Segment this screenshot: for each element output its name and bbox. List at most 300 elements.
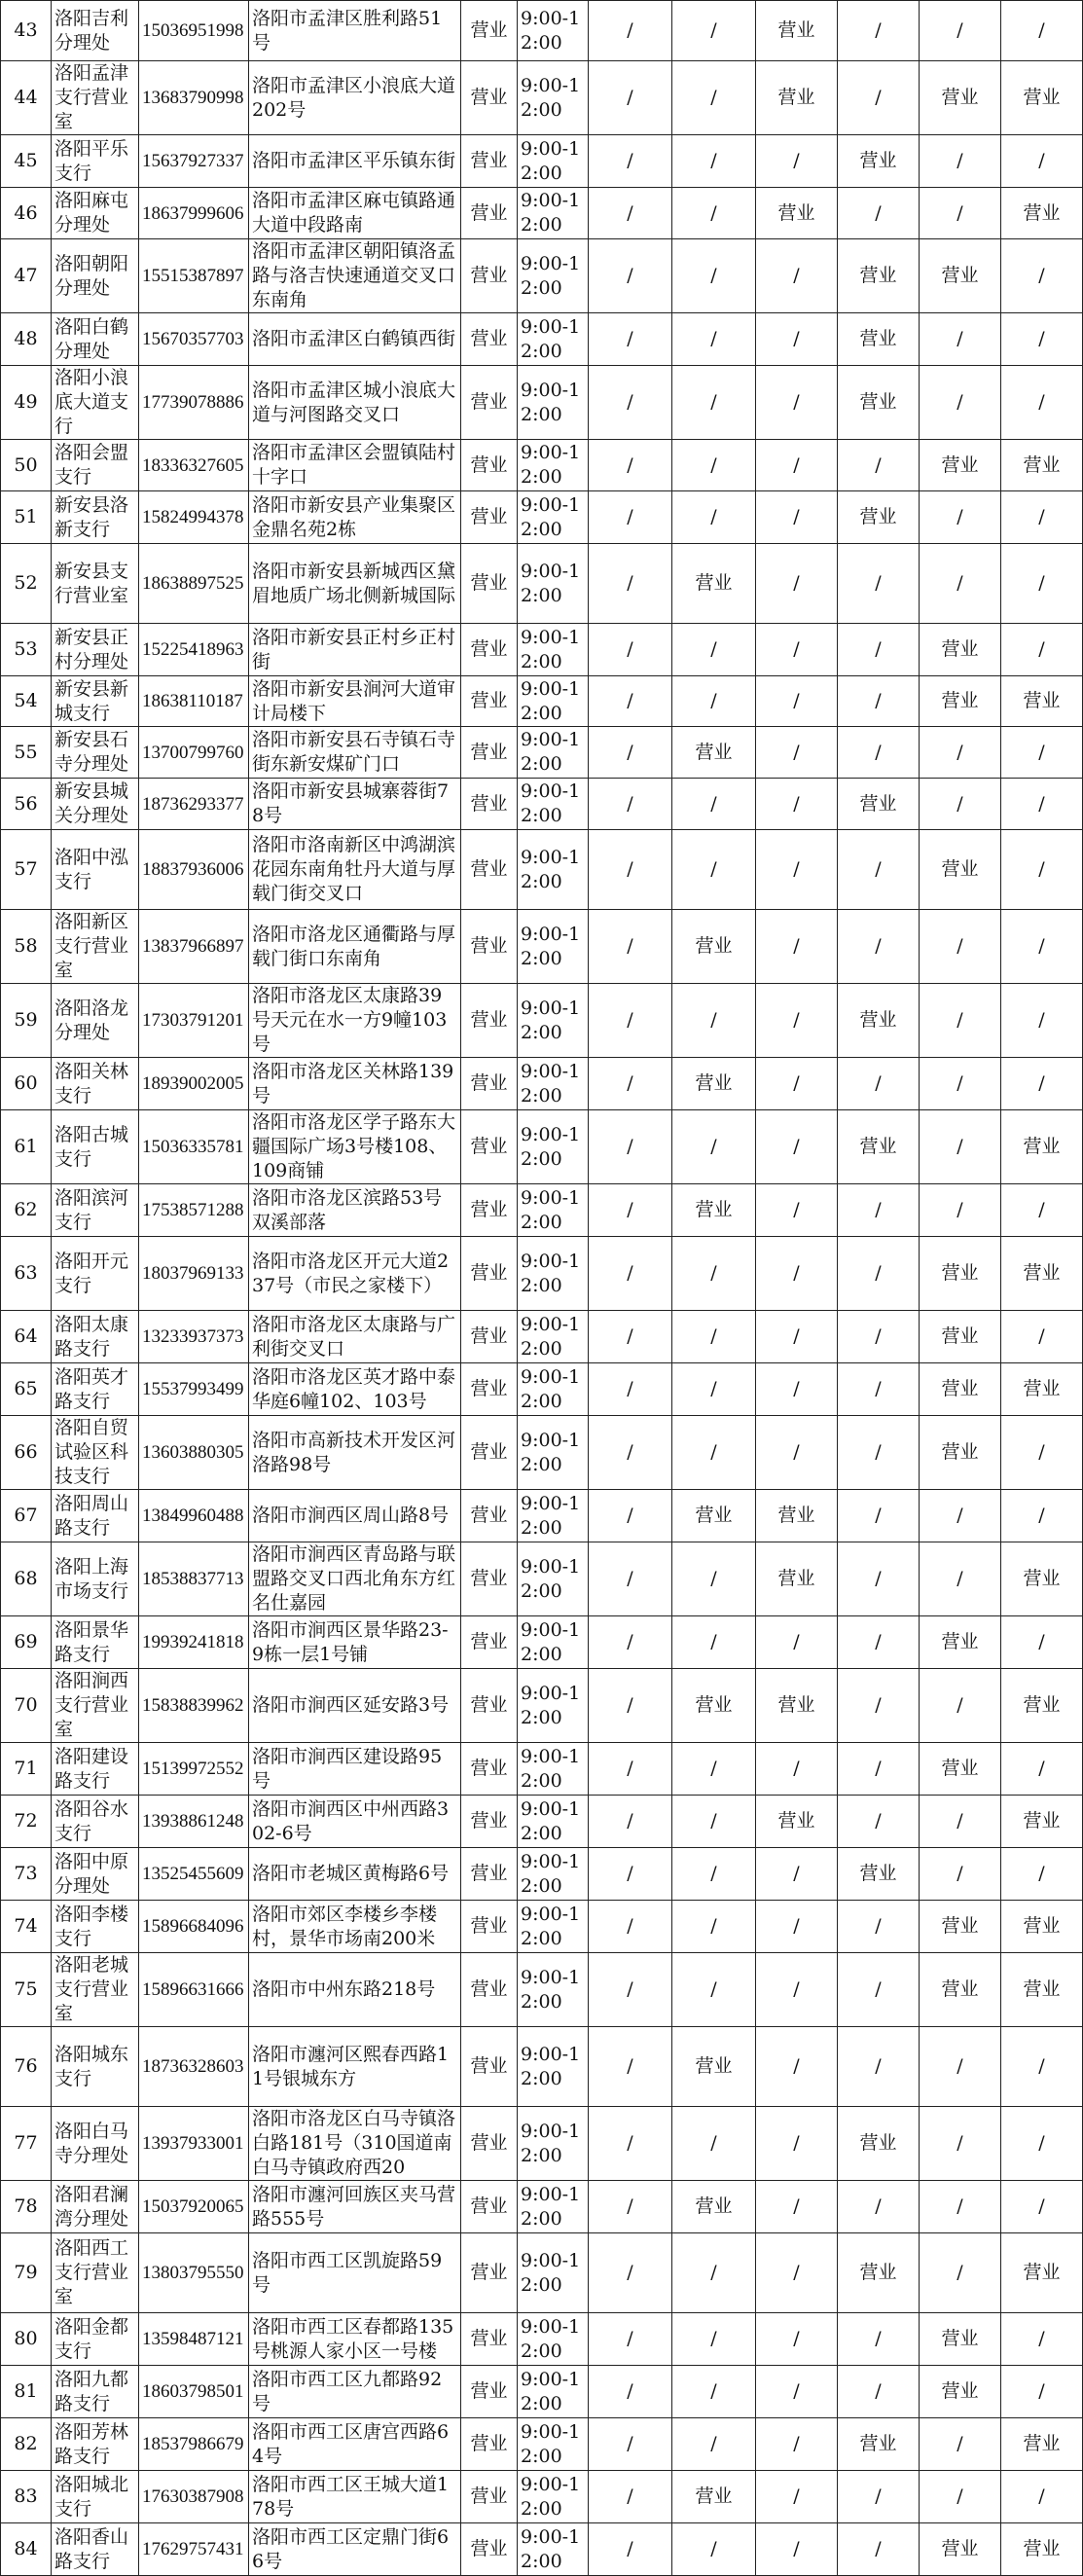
day-4-status: /	[838, 1, 920, 61]
branch-name: 洛阳朝阳分理处	[52, 239, 139, 313]
address: 洛阳市洛龙区关林路139号	[249, 1058, 461, 1110]
day-5-status: 营业	[920, 624, 1001, 676]
row-number: 68	[1, 1542, 52, 1616]
branch-name: 新安县支行营业室	[52, 544, 139, 624]
row-number: 73	[1, 1848, 52, 1901]
day-6-status: /	[1001, 2107, 1083, 2181]
day-5-status: /	[920, 1184, 1001, 1237]
business-status: 营业	[461, 910, 518, 984]
business-status: 营业	[461, 1237, 518, 1311]
branch-name: 洛阳周山路支行	[52, 1490, 139, 1542]
day-2-status: /	[672, 1901, 756, 1953]
table-row	[1, 727, 1083, 779]
day-3-status: /	[756, 830, 838, 910]
day-3-status: /	[756, 2313, 838, 2366]
day-3-status: /	[756, 1743, 838, 1796]
phone-number: 13803795550	[139, 2233, 249, 2313]
day-3-status: 营业	[756, 1490, 838, 1542]
table-row	[1, 2471, 1083, 2523]
day-6-status: /	[1001, 135, 1083, 188]
branch-name: 洛阳谷水支行	[52, 1796, 139, 1848]
day-5-status: 营业	[920, 1416, 1001, 1490]
day-3-status: /	[756, 2523, 838, 2576]
business-status: 营业	[461, 1311, 518, 1363]
day-5-status: 营业	[920, 1237, 1001, 1311]
address: 洛阳市洛龙区白马寺镇洛白路181号（310国道南白马寺镇政府西20	[249, 2107, 461, 2181]
day-1-status: /	[589, 1669, 672, 1743]
day-2-status: /	[672, 2523, 756, 2576]
day-5-status: 营业	[920, 1901, 1001, 1953]
day-5-status: /	[920, 2233, 1001, 2313]
day-1-status: /	[589, 135, 672, 188]
day-2-status: 营业	[672, 1058, 756, 1110]
day-2-status: /	[672, 1416, 756, 1490]
day-5-status: /	[920, 910, 1001, 984]
business-hours: 9:00-12:00	[518, 1669, 589, 1743]
day-1-status: /	[589, 491, 672, 544]
day-1-status: /	[589, 984, 672, 1058]
day-5-status: /	[920, 2107, 1001, 2181]
business-status: 营业	[461, 544, 518, 624]
day-6-status: /	[1001, 1616, 1083, 1669]
day-2-status: /	[672, 1363, 756, 1416]
table-row	[1, 1796, 1083, 1848]
address: 洛阳市高新技术开发区河洛路98号	[249, 1416, 461, 1490]
row-number: 81	[1, 2366, 52, 2418]
day-1-status: /	[589, 61, 672, 135]
day-3-status: /	[756, 676, 838, 727]
business-hours: 9:00-12:00	[518, 1616, 589, 1669]
business-hours: 9:00-12:00	[518, 830, 589, 910]
day-4-status: /	[838, 1416, 920, 1490]
address: 洛阳市洛龙区太康路与广利街交叉口	[249, 1311, 461, 1363]
address: 洛阳市孟津区白鹤镇西街	[249, 313, 461, 366]
address: 洛阳市孟津区小浪底大道202号	[249, 61, 461, 135]
day-1-status: /	[589, 1416, 672, 1490]
table-row	[1, 676, 1083, 727]
day-2-status: /	[672, 2366, 756, 2418]
day-3-status: /	[756, 1848, 838, 1901]
business-hours: 9:00-12:00	[518, 1184, 589, 1237]
day-2-status: /	[672, 1743, 756, 1796]
address: 洛阳市孟津区麻屯镇路通大道中段路南	[249, 188, 461, 239]
day-6-status: 营业	[1001, 1669, 1083, 1743]
day-3-status: /	[756, 491, 838, 544]
phone-number: 18603798501	[139, 2366, 249, 2418]
day-3-status: /	[756, 1184, 838, 1237]
address: 洛阳市瀍河区熙春西路11号银城东方	[249, 2027, 461, 2107]
day-3-status: /	[756, 624, 838, 676]
address: 洛阳市涧西区延安路3号	[249, 1669, 461, 1743]
business-status: 营业	[461, 984, 518, 1058]
day-6-status: /	[1001, 366, 1083, 440]
day-4-status: 营业	[838, 135, 920, 188]
row-number: 76	[1, 2027, 52, 2107]
day-4-status: 营业	[838, 313, 920, 366]
day-6-status: /	[1001, 1184, 1083, 1237]
day-5-status: 营业	[920, 440, 1001, 491]
day-4-status: /	[838, 2366, 920, 2418]
day-3-status: 营业	[756, 1669, 838, 1743]
day-3-status: /	[756, 2027, 838, 2107]
phone-number: 15515387897	[139, 239, 249, 313]
day-6-status: /	[1001, 1490, 1083, 1542]
business-status: 营业	[461, 2181, 518, 2233]
day-1-status: /	[589, 544, 672, 624]
day-2-status: /	[672, 135, 756, 188]
day-5-status: /	[920, 491, 1001, 544]
day-4-status: /	[838, 676, 920, 727]
day-6-status: 营业	[1001, 2233, 1083, 2313]
day-3-status: /	[756, 1953, 838, 2027]
business-hours: 9:00-12:00	[518, 440, 589, 491]
day-5-status: /	[920, 1848, 1001, 1901]
row-number: 44	[1, 61, 52, 135]
day-6-status: /	[1001, 727, 1083, 779]
branch-name: 洛阳孟津支行营业室	[52, 61, 139, 135]
business-status: 营业	[461, 491, 518, 544]
business-hours: 9:00-12:00	[518, 727, 589, 779]
business-status: 营业	[461, 1669, 518, 1743]
day-2-status: /	[672, 1953, 756, 2027]
table-row	[1, 491, 1083, 544]
day-5-status: /	[920, 2181, 1001, 2233]
address: 洛阳市西工区九都路92号	[249, 2366, 461, 2418]
table-row	[1, 1490, 1083, 1542]
day-5-status: /	[920, 1058, 1001, 1110]
business-status: 营业	[461, 2471, 518, 2523]
address: 洛阳市西工区定鼎门街66号	[249, 2523, 461, 2576]
row-number: 49	[1, 366, 52, 440]
branch-name: 洛阳滨河支行	[52, 1184, 139, 1237]
branch-name: 新安县城关分理处	[52, 779, 139, 830]
phone-number: 17739078886	[139, 366, 249, 440]
day-4-status: /	[838, 2523, 920, 2576]
day-5-status: /	[920, 984, 1001, 1058]
business-status: 营业	[461, 440, 518, 491]
day-6-status: /	[1001, 2471, 1083, 2523]
business-hours: 9:00-12:00	[518, 188, 589, 239]
business-status: 营业	[461, 1953, 518, 2027]
day-6-status: /	[1001, 2181, 1083, 2233]
day-1-status: /	[589, 1110, 672, 1184]
day-6-status: /	[1001, 1848, 1083, 1901]
day-6-status: /	[1001, 984, 1083, 1058]
day-1-status: /	[589, 2027, 672, 2107]
day-3-status: /	[756, 2233, 838, 2313]
phone-number: 13603880305	[139, 1416, 249, 1490]
branch-name: 洛阳九都路支行	[52, 2366, 139, 2418]
branch-name: 新安县正村分理处	[52, 624, 139, 676]
day-4-status: /	[838, 1669, 920, 1743]
business-status: 营业	[461, 313, 518, 366]
phone-number: 15036951998	[139, 1, 249, 61]
branch-name: 洛阳会盟支行	[52, 440, 139, 491]
table-row	[1, 1058, 1083, 1110]
day-2-status: /	[672, 984, 756, 1058]
day-2-status: /	[672, 1110, 756, 1184]
business-status: 营业	[461, 2366, 518, 2418]
day-6-status: /	[1001, 1058, 1083, 1110]
day-2-status: /	[672, 1, 756, 61]
day-2-status: 营业	[672, 2471, 756, 2523]
table-row	[1, 188, 1083, 239]
day-4-status: /	[838, 830, 920, 910]
day-6-status: /	[1001, 830, 1083, 910]
day-5-status: /	[920, 2418, 1001, 2471]
business-hours: 9:00-12:00	[518, 1542, 589, 1616]
day-5-status: /	[920, 727, 1001, 779]
day-3-status: /	[756, 984, 838, 1058]
table-row	[1, 1616, 1083, 1669]
phone-number: 15896684096	[139, 1901, 249, 1953]
branch-name: 洛阳城东支行	[52, 2027, 139, 2107]
address: 洛阳市洛南新区中鸿湖滨花园东南角牡丹大道与厚载门街交叉口	[249, 830, 461, 910]
phone-number: 18336327605	[139, 440, 249, 491]
business-status: 营业	[461, 1796, 518, 1848]
day-5-status: /	[920, 1669, 1001, 1743]
row-number: 61	[1, 1110, 52, 1184]
day-6-status: 营业	[1001, 440, 1083, 491]
business-hours: 9:00-12:00	[518, 61, 589, 135]
day-5-status: /	[920, 779, 1001, 830]
branch-name: 洛阳英才路支行	[52, 1363, 139, 1416]
day-1-status: /	[589, 366, 672, 440]
day-2-status: 营业	[672, 2181, 756, 2233]
table-row	[1, 1363, 1083, 1416]
day-5-status: 营业	[920, 1616, 1001, 1669]
phone-number: 18538837713	[139, 1542, 249, 1616]
row-number: 64	[1, 1311, 52, 1363]
day-3-status: /	[756, 1058, 838, 1110]
business-status: 营业	[461, 1416, 518, 1490]
day-3-status: /	[756, 1616, 838, 1669]
row-number: 63	[1, 1237, 52, 1311]
business-hours: 9:00-12:00	[518, 1901, 589, 1953]
day-2-status: 营业	[672, 2027, 756, 2107]
day-5-status: 营业	[920, 2523, 1001, 2576]
business-hours: 9:00-12:00	[518, 984, 589, 1058]
address: 洛阳市老城区黄梅路6号	[249, 1848, 461, 1901]
row-number: 79	[1, 2233, 52, 2313]
table-row	[1, 313, 1083, 366]
day-2-status: /	[672, 1848, 756, 1901]
day-2-status: /	[672, 1542, 756, 1616]
day-1-status: /	[589, 830, 672, 910]
day-3-status: /	[756, 1237, 838, 1311]
day-6-status: 营业	[1001, 2523, 1083, 2576]
day-1-status: /	[589, 1490, 672, 1542]
day-5-status: 营业	[920, 1311, 1001, 1363]
day-6-status: /	[1001, 313, 1083, 366]
day-5-status: 营业	[920, 1743, 1001, 1796]
phone-number: 18939002005	[139, 1058, 249, 1110]
table-row	[1, 2107, 1083, 2181]
day-6-status: 营业	[1001, 1237, 1083, 1311]
phone-number: 18638110187	[139, 676, 249, 727]
branch-name: 洛阳白鹤分理处	[52, 313, 139, 366]
branch-name: 新安县新城支行	[52, 676, 139, 727]
day-6-status: /	[1001, 1743, 1083, 1796]
phone-number: 17630387908	[139, 2471, 249, 2523]
day-5-status: /	[920, 1110, 1001, 1184]
business-status: 营业	[461, 1542, 518, 1616]
business-hours: 9:00-12:00	[518, 910, 589, 984]
day-2-status: /	[672, 491, 756, 544]
day-1-status: /	[589, 2313, 672, 2366]
phone-number: 15824994378	[139, 491, 249, 544]
table-row	[1, 910, 1083, 984]
day-1-status: /	[589, 2523, 672, 2576]
address: 洛阳市孟津区平乐镇东街	[249, 135, 461, 188]
day-4-status: 营业	[838, 2107, 920, 2181]
phone-number: 13683790998	[139, 61, 249, 135]
day-6-status: 营业	[1001, 1901, 1083, 1953]
day-4-status: /	[838, 2027, 920, 2107]
row-number: 46	[1, 188, 52, 239]
day-1-status: /	[589, 1953, 672, 2027]
table-row	[1, 779, 1083, 830]
day-5-status: 营业	[920, 2313, 1001, 2366]
table-row	[1, 1953, 1083, 2027]
row-number: 67	[1, 1490, 52, 1542]
day-3-status: 营业	[756, 61, 838, 135]
row-number: 60	[1, 1058, 52, 1110]
table-row	[1, 1311, 1083, 1363]
day-3-status: /	[756, 135, 838, 188]
day-1-status: /	[589, 1311, 672, 1363]
branch-name: 洛阳太康路支行	[52, 1311, 139, 1363]
phone-number: 18637999606	[139, 188, 249, 239]
day-2-status: 营业	[672, 1669, 756, 1743]
day-6-status: /	[1001, 1416, 1083, 1490]
address: 洛阳市洛龙区太康路39号天元在水一方9幢103号	[249, 984, 461, 1058]
day-3-status: /	[756, 727, 838, 779]
day-2-status: 营业	[672, 544, 756, 624]
day-1-status: /	[589, 1848, 672, 1901]
business-status: 营业	[461, 1743, 518, 1796]
address: 洛阳市洛龙区开元大道237号（市民之家楼下）	[249, 1237, 461, 1311]
phone-number: 15537993499	[139, 1363, 249, 1416]
business-status: 营业	[461, 366, 518, 440]
branch-name: 洛阳香山路支行	[52, 2523, 139, 2576]
day-1-status: /	[589, 1743, 672, 1796]
phone-number: 15139972552	[139, 1743, 249, 1796]
row-number: 53	[1, 624, 52, 676]
branch-name: 洛阳古城支行	[52, 1110, 139, 1184]
day-2-status: /	[672, 61, 756, 135]
branch-name: 洛阳小浪底大道支行	[52, 366, 139, 440]
phone-number: 19939241818	[139, 1616, 249, 1669]
day-2-status: /	[672, 188, 756, 239]
phone-number: 15670357703	[139, 313, 249, 366]
business-hours: 9:00-12:00	[518, 2313, 589, 2366]
row-number: 50	[1, 440, 52, 491]
business-hours: 9:00-12:00	[518, 676, 589, 727]
day-4-status: /	[838, 1796, 920, 1848]
day-5-status: /	[920, 366, 1001, 440]
row-number: 83	[1, 2471, 52, 2523]
business-hours: 9:00-12:00	[518, 2107, 589, 2181]
table-row	[1, 544, 1083, 624]
business-status: 营业	[461, 624, 518, 676]
business-status: 营业	[461, 2418, 518, 2471]
day-5-status: 营业	[920, 1363, 1001, 1416]
row-number: 59	[1, 984, 52, 1058]
phone-number: 15225418963	[139, 624, 249, 676]
branch-name: 洛阳吉利分理处	[52, 1, 139, 61]
day-3-status: /	[756, 239, 838, 313]
business-hours: 9:00-12:00	[518, 2181, 589, 2233]
row-number: 57	[1, 830, 52, 910]
day-4-status: /	[838, 440, 920, 491]
branch-name: 洛阳新区支行营业室	[52, 910, 139, 984]
phone-number: 13525455609	[139, 1848, 249, 1901]
table-row	[1, 1110, 1083, 1184]
business-status: 营业	[461, 830, 518, 910]
business-hours: 9:00-12:00	[518, 1110, 589, 1184]
day-2-status: /	[672, 1796, 756, 1848]
branch-name: 洛阳平乐支行	[52, 135, 139, 188]
address: 洛阳市洛龙区学子路东大疆国际广场3号楼108、109商铺	[249, 1110, 461, 1184]
phone-number: 13700799760	[139, 727, 249, 779]
address: 洛阳市瀍河回族区夹马营路555号	[249, 2181, 461, 2233]
address: 洛阳市新安县产业集聚区金鼎名苑2栋	[249, 491, 461, 544]
business-hours: 9:00-12:00	[518, 1490, 589, 1542]
phone-number: 18638897525	[139, 544, 249, 624]
row-number: 69	[1, 1616, 52, 1669]
day-4-status: /	[838, 1616, 920, 1669]
table-row	[1, 2181, 1083, 2233]
day-2-status: /	[672, 1237, 756, 1311]
day-1-status: /	[589, 2107, 672, 2181]
day-3-status: /	[756, 1311, 838, 1363]
day-6-status: /	[1001, 624, 1083, 676]
table-body	[1, 1, 1083, 2576]
business-hours: 9:00-12:00	[518, 2418, 589, 2471]
branch-name: 洛阳景华路支行	[52, 1616, 139, 1669]
business-hours: 9:00-12:00	[518, 2027, 589, 2107]
business-hours: 9:00-12:00	[518, 2523, 589, 2576]
table-row	[1, 61, 1083, 135]
day-2-status: 营业	[672, 1184, 756, 1237]
branch-name: 洛阳城北支行	[52, 2471, 139, 2523]
branch-name: 洛阳芳林路支行	[52, 2418, 139, 2471]
row-number: 52	[1, 544, 52, 624]
day-4-status: 营业	[838, 491, 920, 544]
day-6-status: /	[1001, 2366, 1083, 2418]
row-number: 55	[1, 727, 52, 779]
row-number: 66	[1, 1416, 52, 1490]
day-3-status: /	[756, 440, 838, 491]
business-status: 营业	[461, 135, 518, 188]
row-number: 47	[1, 239, 52, 313]
branch-name: 洛阳白马寺分理处	[52, 2107, 139, 2181]
table-row	[1, 830, 1083, 910]
day-2-status: /	[672, 2418, 756, 2471]
row-number: 54	[1, 676, 52, 727]
branch-name: 新安县石寺分理处	[52, 727, 139, 779]
day-5-status: 营业	[920, 2366, 1001, 2418]
row-number: 56	[1, 779, 52, 830]
day-3-status: /	[756, 1416, 838, 1490]
row-number: 72	[1, 1796, 52, 1848]
day-1-status: /	[589, 1237, 672, 1311]
business-status: 营业	[461, 1184, 518, 1237]
day-6-status: /	[1001, 2313, 1083, 2366]
table-row	[1, 2233, 1083, 2313]
business-hours: 9:00-12:00	[518, 239, 589, 313]
